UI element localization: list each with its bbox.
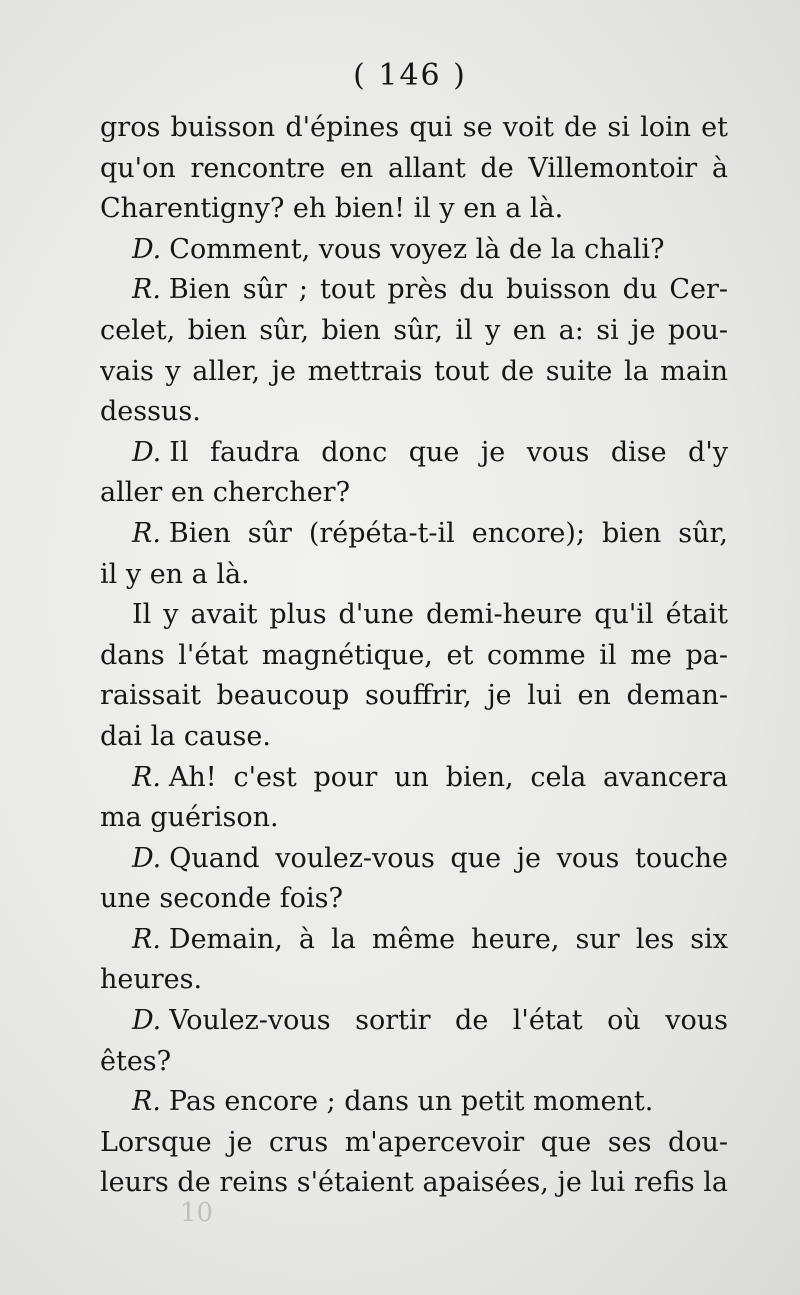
line-text: Voulez-vous sortir de l'état où vous xyxy=(169,1005,728,1037)
text-line xyxy=(100,1001,728,1042)
line-text: leurs de reins s'étaient apaisées, je lui refis la xyxy=(100,1167,728,1199)
page-number: ( 146 ) xyxy=(353,58,467,93)
text-line xyxy=(100,960,728,1001)
speaker-label: D. xyxy=(132,842,162,874)
text-line xyxy=(100,311,728,352)
body-text xyxy=(100,108,728,1204)
line-text: raissait beaucoup souffrir, je lui en deman- xyxy=(100,680,728,712)
text-line xyxy=(100,595,728,636)
line-text: gros buisson d'épines qui se voit de si loin et xyxy=(100,112,728,143)
text-line xyxy=(100,1123,728,1164)
line-text: il y en a là. xyxy=(100,558,250,590)
text-line xyxy=(100,1082,728,1123)
text-line xyxy=(100,149,728,190)
line-text: Il faudra donc que je vous dise d'y xyxy=(169,436,728,468)
text-line xyxy=(100,920,728,961)
text-line xyxy=(100,433,728,474)
text-line xyxy=(100,392,728,433)
line-text: vais y aller, je mettrais tout de suite la main xyxy=(100,355,728,387)
line-text: dessus. xyxy=(100,396,201,428)
line-text: Charentigny? eh bien! il y en a là. xyxy=(100,193,564,225)
speaker-label: D. xyxy=(132,233,162,265)
text-line xyxy=(100,473,728,514)
speaker-label: R. xyxy=(132,761,161,793)
text-line xyxy=(100,676,728,717)
line-text: Quand voulez-vous que je vous touche xyxy=(169,842,728,874)
text-line xyxy=(100,108,728,149)
speaker-label: R. xyxy=(132,1086,161,1118)
line-text: êtes? xyxy=(100,1045,172,1077)
speaker-label: R. xyxy=(132,517,161,549)
text-line xyxy=(100,798,728,839)
line-text: Bien sûr ; tout près du buisson du Cer- xyxy=(168,274,728,306)
text-line xyxy=(100,636,728,677)
text-line xyxy=(100,189,728,230)
line-text: Lorsque je crus m'apercevoir que ses dou- xyxy=(100,1126,728,1158)
speaker-label: D. xyxy=(132,1005,162,1037)
text-line xyxy=(100,1042,728,1083)
speaker-label: R. xyxy=(132,923,161,955)
line-text: dans l'état magnétique, et comme il me pa- xyxy=(100,639,728,671)
text-line xyxy=(100,758,728,799)
text-line xyxy=(100,879,728,920)
line-text: Pas encore ; dans un petit moment. xyxy=(168,1086,654,1118)
text-line xyxy=(100,270,728,311)
text-line xyxy=(100,717,728,758)
line-text: aller en chercher? xyxy=(100,477,351,509)
text-line xyxy=(100,230,728,271)
line-text: ma guérison. xyxy=(100,802,279,834)
line-text: Ah! c'est pour un bien, cela avancera xyxy=(168,761,728,793)
line-text: qu'on rencontre en allant de Villemontoir à xyxy=(100,152,728,184)
line-text: Comment, vous voyez là de la chali? xyxy=(169,233,665,265)
line-text: Demain, à la même heure, sur les six xyxy=(168,923,728,955)
line-text: une seconde fois? xyxy=(100,883,343,915)
text-line xyxy=(100,352,728,393)
line-text: Bien sûr (répéta-t-il encore); bien sûr, xyxy=(168,517,728,549)
line-text: celet, bien sûr, bien sûr, il y en a: si je pou- xyxy=(100,314,728,346)
line-text: heures. xyxy=(100,964,203,996)
text-line xyxy=(100,514,728,555)
text-line xyxy=(100,555,728,596)
line-text: dai la cause. xyxy=(100,720,271,752)
speaker-label: R. xyxy=(132,274,161,306)
text-line xyxy=(100,839,728,880)
signature-mark: 10 xyxy=(180,1198,214,1228)
line-text: Il y avait plus d'une demi-heure qu'il était xyxy=(132,599,728,631)
speaker-label: D. xyxy=(132,436,162,468)
